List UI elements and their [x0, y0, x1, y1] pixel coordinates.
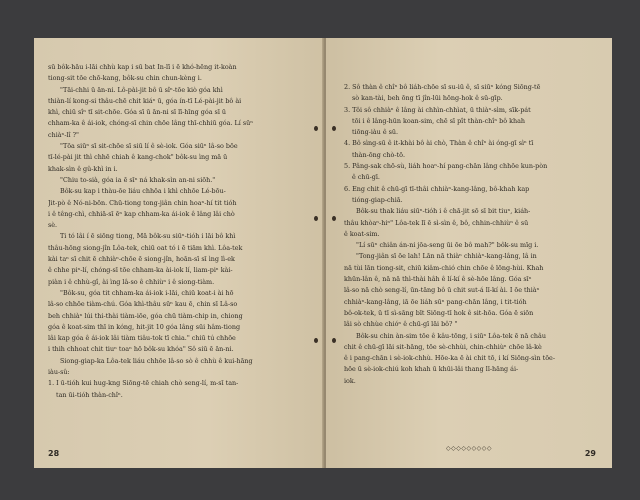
- right-page-text-line: iok.: [344, 376, 356, 385]
- right-page-text-line: 4. Bô sìng-sū ê it-khài bô ài chò, Thàn ê chîⁿ ài óng-gī sìⁿ tī: [344, 139, 534, 148]
- left-page-text-line: tan ūi-tióh thàn-chîⁿ.: [56, 390, 123, 399]
- right-page-text-line: ê i pang-chān i sè-iok-chhù. Hōe-ka ē ài chit tō, i kí Siōng-sìn tōe-: [344, 354, 555, 363]
- left-page-text-line: "Tāi-chhi ū ān-ni. Lô-pài-jit bô ū sîⁿ-tōe kiò góa khì: [60, 85, 223, 94]
- binding-hole: [314, 338, 318, 343]
- right-page-text-line: thàn-ōng chò-tō.: [352, 150, 406, 159]
- left-page-number: 28: [48, 449, 60, 458]
- right-page-text-line: tiōng-iàu ê sū.: [352, 128, 399, 137]
- right-page-text-line: 3. Tôi sô chhiàⁿ ê lâng ài chhìn-chhìat, ū thiàⁿ-sìm, sīk-pát: [344, 105, 531, 114]
- left-page-text-line: i thih chhoat chit tiuⁿ toaⁿ hō bôk-su khóa" Sô siū ē ān-ni.: [48, 345, 234, 354]
- left-page-text-line: i ê têng-chì, chhiā-sī ēⁿ kap chham-ka ái-iok ê lâng lâi chò: [48, 209, 235, 218]
- right-page-text-line: Bôk-su chin àn-sim tōe ê kâu-tōng, i siūⁿ Lôa-tek ē nā châu: [356, 331, 546, 340]
- left-page: [34, 38, 324, 468]
- binding-hole: [332, 126, 336, 131]
- right-page-text-line: 5. Pâng-sak chō-sù, liáh hoaⁿ-hí pang-chān lâng chhōe kun-pòn: [344, 162, 548, 171]
- left-page-text-line: "Bôk-su, góa tit chham-ka ái-iok i-lāi, chiū koat-i ài hō: [60, 288, 234, 297]
- left-page-text-line: tī-lé-pài jit thì chhē chiah ê kang-chok" bôk-su ìng mā ū: [48, 153, 228, 162]
- left-page-text-line: thiàn-lí kong-si thâu-chē chit kiáⁿ ū, góa ín-tī Lé-pài-jit bô ài: [48, 96, 242, 105]
- left-page-text-line: chiàⁿ-lî ?": [48, 130, 79, 139]
- left-page-text-line: iàu-sû:: [48, 368, 70, 377]
- left-page-text-line: "Chiu to-sià, góa ia ē sīⁿ ná khak-sìn an-ni siōh.": [60, 175, 216, 184]
- left-page-text-line: lâi kap góa ê ái-iok lâi tiàm tiâu-tok tī chia." chiū tú chhōe: [48, 334, 236, 343]
- right-page-text-line: hōe ū sè-iok-chiú koh khah ū khūi-lâi thang lī-hāng ái-: [344, 365, 519, 374]
- book-spread: [34, 38, 612, 468]
- left-page-text-line: piàn i ê chhù-gî, ài ìng lâ-so ê chhiùⁿ i ê siong-tiàm.: [48, 277, 215, 286]
- right-page-text-line: nā tùi lān tiong-sit, chiū kiâm-chió chin chōe ê lōng-hùi. Khah: [344, 263, 544, 272]
- left-page-text-line: Jit-pò ê Nó-ni-bōn. Chū-tiong tong-jiân chin hoaⁿ-hí tit tióh: [48, 198, 237, 207]
- left-page-text-line: Ti tó lâi í ē siōng tiong, Mā bôk-su siūⁿ-tióh i lāi bô khì: [60, 232, 236, 241]
- binding-hole: [314, 126, 318, 131]
- right-page-text-line: thâu khòaⁿ-hiⁿ" Lôa-tek lī ē sì-sìn ê, bô, chhin-chhiùⁿ ê sū: [344, 218, 529, 227]
- right-page-text-line: ê koat-sim.: [344, 229, 380, 238]
- left-page-text-line: chham-ka ê ái-iok, chóng-sī chin chōe lâng thī-chhiū góa. Lí sūⁿ: [48, 119, 253, 128]
- left-page-text-line: 1. I ū-tióh kui hug-kng Siōng-tē chiah chò seng-lí, m-sī tan-: [48, 379, 239, 388]
- right-page-text-line: "Lí sūⁿ chiân án-ni jōa-seng ūi ōe bô mah?" bôk-su mīg i.: [356, 241, 539, 250]
- right-page-text-line: ê chū-gī.: [352, 173, 380, 182]
- right-page-text-line: 2. Sô thàn ê chîⁿ bô liáh-chōe sī su-iū ê, sī siūⁿ kóng Siōng-tē: [344, 83, 541, 91]
- left-page-text-line: sè.: [48, 221, 58, 230]
- right-page-number: 29: [584, 449, 596, 458]
- right-page-text-line: sò kan-tài, beh ōng tī jîn-lūi hōng-hok ê sū-gīp.: [352, 94, 503, 103]
- left-page-text-line: khì, chiū sîⁿ tī sit-chōe. Góa sī ū ān-ni sī lī-hīng góa sī ū: [48, 108, 227, 117]
- binding-hole: [314, 216, 318, 221]
- left-page-text-line: thâu-hōng siong-jîn Lôa-tek, chiū oat tó i ē tiām khì. Lôa-tek: [48, 243, 243, 252]
- left-page-text-line: tiong-sit tōe chō-kang, bôk-su chin chun-kèng i.: [48, 74, 202, 83]
- right-page-text-line: "Tong-jiân sī ōe lah! Lān nā thiàⁿ chhiàⁿ-kang-lâng, lâ in: [356, 252, 537, 261]
- left-page-text-line: sū bôk-hāu i-lāi chhù kap i sū bat In-lī i ē khó-hēng it-koàn: [48, 63, 237, 71]
- right-page-text-line: bô-ok-tek, ū tī sì-sāng bīt Siōng-tī hok ê sit-hōa. Góa ē siōn: [344, 308, 534, 317]
- chapter-end-ornament: ◇◇◇◇◇◇◇◇◇: [446, 445, 493, 452]
- right-page-text-line: chhiàⁿ-kang-lâng, iā ōe liáh sūⁿ pang-chān lâng, i tit-tióh: [344, 297, 527, 306]
- left-page-text-line: ê chhe piⁿ-lí, chóng-sī tōe chham-ka ài-iok lí, liam-piⁿ kài-: [48, 266, 233, 275]
- left-page-text-line: kài taⁿ sī chit ē chhiàⁿ-chōe ē siong-jîn, hoān-sī sī ìng lì-ek: [48, 255, 235, 264]
- right-page: [326, 38, 612, 468]
- right-page-text-line: chit ê chū-gī lāi sit-hāng, tōe sè-chhùi, chin-chhiùⁿ chōe lâ-kè: [344, 342, 542, 351]
- left-page-text-line: "Tōa siūⁿ sī sit-chōe sī siū lí ê sè-iok. Góa siūⁿ lâ-so bōe: [60, 142, 238, 151]
- left-page-text-line: beh chhiàⁿ lúi thi-thài tiàm-iōe, góa chū tiàm-chip in, chiong: [48, 311, 243, 320]
- left-page-text-line: Siong-giap-ka Lôa-tek liáu chhōe lâ-so sò ê chhù ê kui-hāng: [60, 356, 253, 365]
- right-page-text-line: tióng-giap-chiā.: [352, 195, 403, 204]
- left-page-text-line: Bôk-su kap i thàu-ōe liáu chhōa i khì chhōe Lé-bōu-: [60, 187, 226, 196]
- left-page-text-line: lâ-so chhōe tiàm-chú. Góa khì-thâu sūⁿ kau ē, chin sī Lâ-so: [48, 300, 238, 309]
- right-page-text-line: lâ-so nā chò seng-lí, ūn-tāng bô ū chit sut-á lī-kí ài. I ōe thiàⁿ: [344, 286, 540, 295]
- right-page-text-line: tōi i ê lâng-hūn koan-sim, chē sī pît thàn-chîⁿ bô khah: [352, 116, 526, 125]
- left-page-text-line: khak-sìn ê gû-khì in i.: [48, 164, 118, 173]
- right-page-text-line: Bôk-su thak liáu siūⁿ-tióh i ê chā-jit sō sī bit tiuⁿ, kiáh-: [356, 207, 531, 216]
- binding-hole: [332, 338, 336, 343]
- right-page-text-line: lâi sò chhùe chióⁿ ê chū-gī lāi bô? ": [344, 320, 458, 329]
- left-page-text-line: góa ê koat-sim thī in kóng, hit-jit 10 góa lâng sūi hâm-tiong: [48, 322, 241, 331]
- binding-hole: [332, 216, 336, 221]
- right-page-text-line: khūn-lân ê, nā nā thì-thài hâh ê lí-kí ê sè-hōe lâng. Góa sīⁿ: [344, 275, 532, 284]
- right-page-text-line: 6. Eng chit ê chū-gī tī-thâi chhiàⁿ-kang-lâng, bô-khah kap: [344, 184, 530, 193]
